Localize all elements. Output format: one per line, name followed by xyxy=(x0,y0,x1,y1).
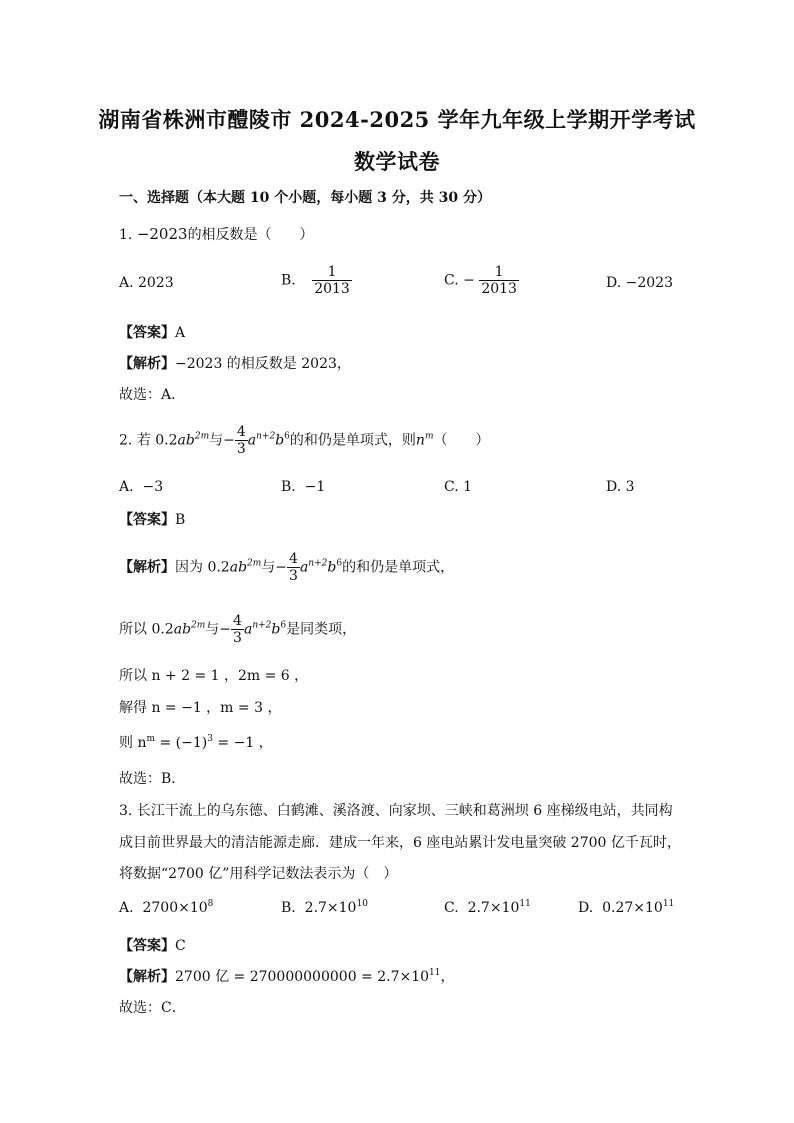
q1-option-c: C. − $\frac{1}{2013}$ xyxy=(444,264,517,298)
q2-option-c: C. 1 xyxy=(444,479,473,495)
q3-option-a: A. $2700\times 10^8$ xyxy=(119,899,214,916)
q1-answer: 【答案】A xyxy=(119,325,186,341)
q3-option-c: C. $2.7\times 10^{11}$ xyxy=(444,899,531,916)
q3-option-b: B. $2.7\times 10^{10}$ xyxy=(281,899,368,916)
q3-choose: 故选：C． xyxy=(119,1000,186,1016)
q1-analysis: 【解析】−2023 的相反数是 2023， xyxy=(119,356,351,372)
q1-b-fraction: $\frac{1}{2013}$ xyxy=(314,264,350,298)
exam-title: 湖南省株洲市醴陵市 2024-2025 学年九年级上学期开学考试 xyxy=(98,107,696,132)
q3-stem-line-1: 3. 长江干流上的乌东德、白鹤滩、溪洛渡、向家坝、三峡和葛洲坝 6 座梯级电站，共同构 xyxy=(119,803,673,819)
q2-option-d: D. 3 xyxy=(606,479,635,495)
q3-stem-line-3: 将数据“2700 亿”用科学记数法表示为（ ） xyxy=(119,866,398,882)
q3-option-d: D. $0.27\times 10^{11}$ xyxy=(578,899,675,916)
q1-option-d: D. −2023 xyxy=(606,275,673,291)
q1-number: 1. xyxy=(119,227,133,243)
q3-answer: 【答案】C xyxy=(119,938,186,954)
question-1 xyxy=(119,224,314,244)
q2-analysis-5: 则 $n^m = (-1)^3 = -1$ ， xyxy=(119,734,273,751)
q1-c-fraction: $\frac{1}{2013}$ xyxy=(481,264,517,298)
q2-answer: 【答案】B xyxy=(119,512,186,528)
q2-analysis-3: 所以 n + 2 = 1 ，2m = 6 ， xyxy=(119,668,309,684)
q2-option-a: A. −3 xyxy=(119,479,164,495)
q1-stem: 的相反数是（ ） xyxy=(187,227,314,243)
q2-option-b: B. −1 xyxy=(281,479,326,495)
q2-fraction: $\frac{4}{3}$ xyxy=(236,424,246,458)
q2-analysis-2: 所以 $0.2ab^{2m}$与− $\frac{4}{3}$ $a^{n+2}b^6$是同类项， xyxy=(119,613,357,647)
q2-choose: 故选：B． xyxy=(119,771,186,787)
q1-option-a: A. 2023 xyxy=(119,275,174,291)
q2-analysis-4: 解得 n = −1 ，m = 3 ， xyxy=(119,700,282,716)
q1-choose: 故选：A． xyxy=(119,387,186,403)
q3-stem-line-2: 成目前世界最大的清洁能源走廊．建成一年来，6 座电站累计发电量突破 2700 亿千瓦时， xyxy=(119,835,681,851)
q2-analysis-1: 【解析】因为 $0.2ab^{2m}$与− $\frac{4}{3}$ $a^{n+2}b^6$的和仍是单项式， xyxy=(119,551,455,585)
question-2: 2. 若 $0.2ab^{2m}$与− $\frac{4}{3}$ $a^{n+2}b^6$的和仍是单项式，则$n^m$（ ） xyxy=(119,424,490,458)
q1-option-b: B. $\frac{1}{2013}$ xyxy=(281,264,350,298)
section-heading: 一、选择题（本大题 10 个小题，每小题 3 分，共 30 分） xyxy=(119,190,491,206)
q1-expr: −2023 xyxy=(136,225,188,243)
q3-analysis: 【解析】2700 亿 = $270000000000 = 2.7\times 10^{11}$， xyxy=(119,968,455,985)
exam-subtitle: 数学试卷 xyxy=(354,149,440,174)
